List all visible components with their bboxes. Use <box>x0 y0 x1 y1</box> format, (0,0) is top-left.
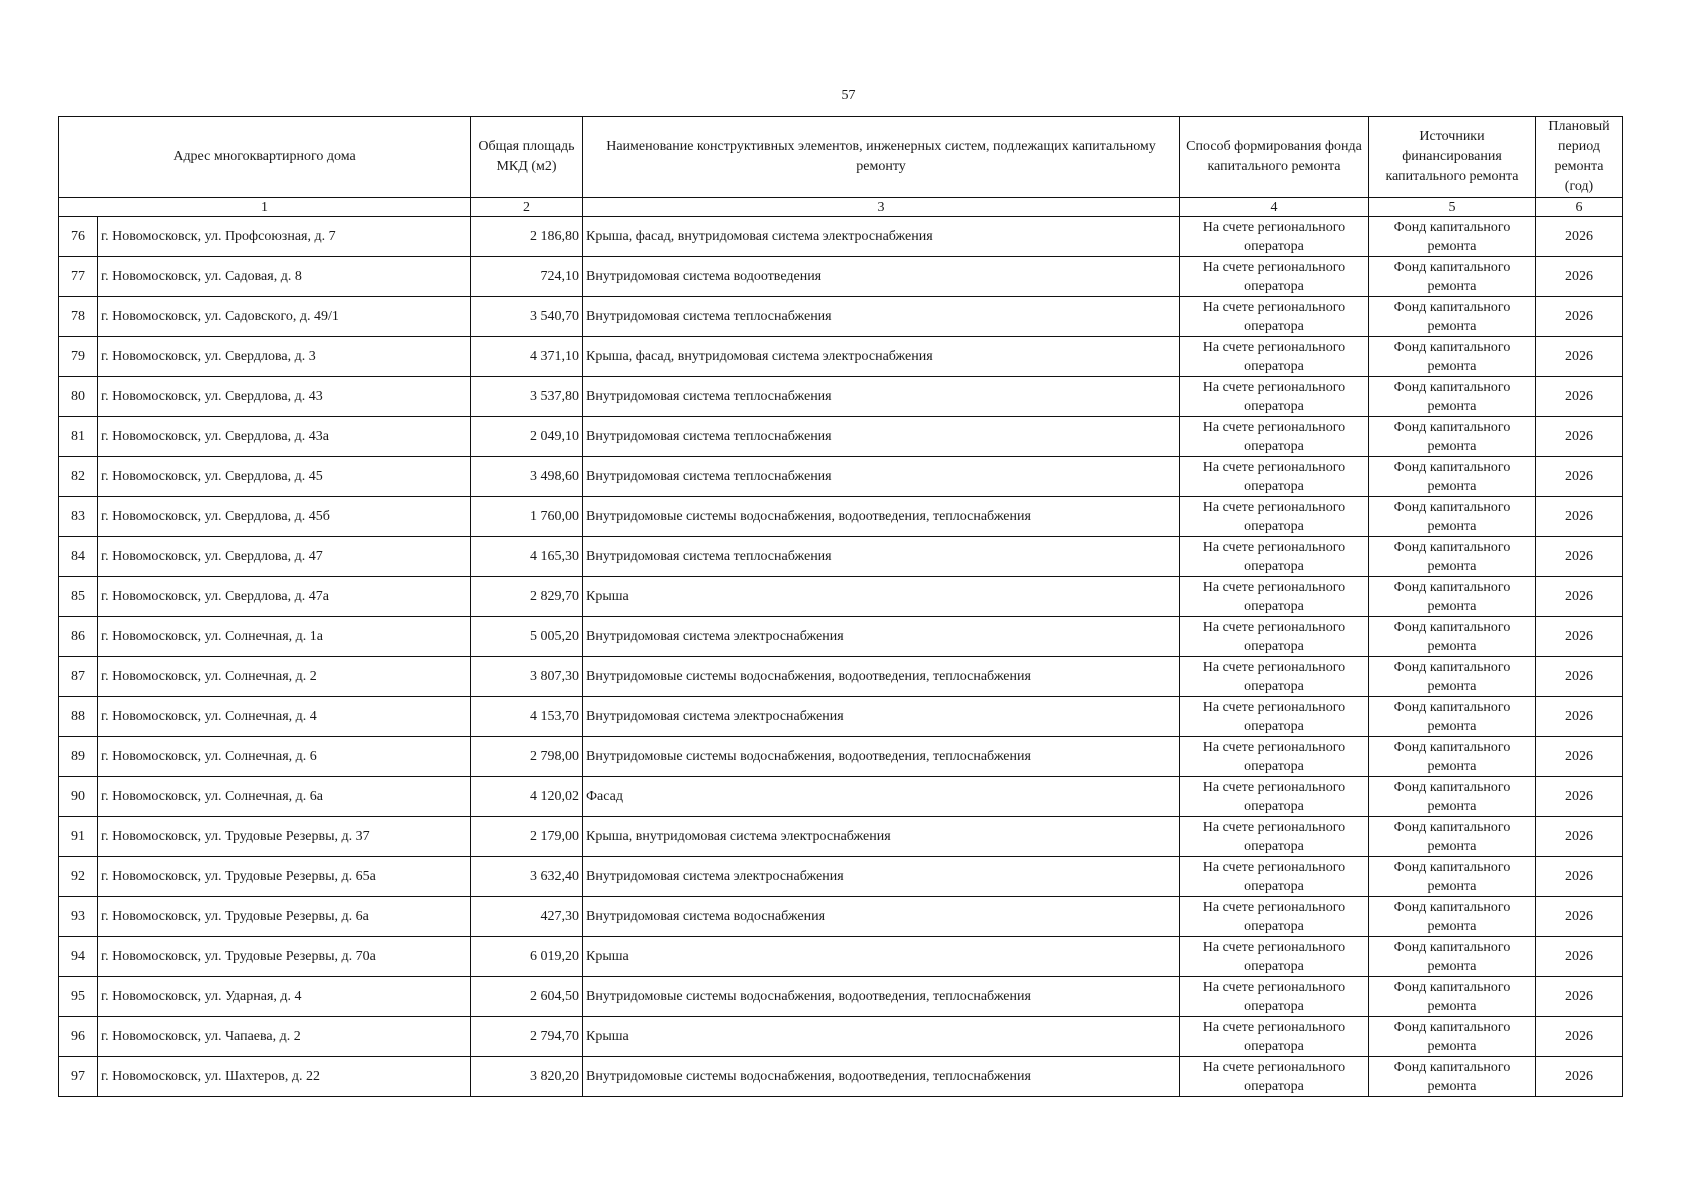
address-cell: г. Новомосковск, ул. Садовая, д. 8 <box>98 257 471 297</box>
elements-cell: Фасад <box>583 777 1180 817</box>
method-cell: На счете регионального оператора <box>1180 457 1369 497</box>
year-cell: 2026 <box>1536 937 1623 977</box>
elements-cell: Внутридомовая система водоснабжения <box>583 897 1180 937</box>
address-cell: г. Новомосковск, ул. Солнечная, д. 1а <box>98 617 471 657</box>
elements-cell: Внутридомовая система электроснабжения <box>583 697 1180 737</box>
elements-cell: Внутридомовая система теплоснабжения <box>583 377 1180 417</box>
area-cell: 3 540,70 <box>471 297 583 337</box>
year-cell: 2026 <box>1536 897 1623 937</box>
address-cell: г. Новомосковск, ул. Солнечная, д. 6 <box>98 737 471 777</box>
area-cell: 3 807,30 <box>471 657 583 697</box>
column-number-4: 4 <box>1180 198 1369 217</box>
column-number-1: 1 <box>59 198 471 217</box>
table-row <box>59 617 1623 657</box>
header-address: Адрес многоквартирного дома <box>59 117 471 198</box>
table-row <box>59 777 1623 817</box>
table-row <box>59 537 1623 577</box>
source-cell: Фонд капитального ремонта <box>1369 577 1536 617</box>
address-cell: г. Новомосковск, ул. Трудовые Резервы, д. 37 <box>98 817 471 857</box>
method-cell: На счете регионального оператора <box>1180 817 1369 857</box>
address-cell: г. Новомосковск, ул. Свердлова, д. 43а <box>98 417 471 457</box>
source-cell: Фонд капитального ремонта <box>1369 897 1536 937</box>
header-area: Общая площадь МКД (м2) <box>471 117 583 198</box>
method-cell: На счете регионального оператора <box>1180 977 1369 1017</box>
table-row <box>59 897 1623 937</box>
year-cell: 2026 <box>1536 457 1623 497</box>
source-cell: Фонд капитального ремонта <box>1369 977 1536 1017</box>
row-number: 91 <box>59 817 98 857</box>
source-cell: Фонд капитального ремонта <box>1369 817 1536 857</box>
method-cell: На счете регионального оператора <box>1180 617 1369 657</box>
elements-cell: Крыша <box>583 937 1180 977</box>
header-period: Плановый период ремонта (год) <box>1536 117 1623 198</box>
source-cell: Фонд капитального ремонта <box>1369 657 1536 697</box>
year-cell: 2026 <box>1536 857 1623 897</box>
row-number: 85 <box>59 577 98 617</box>
elements-cell: Внутридомовая система теплоснабжения <box>583 457 1180 497</box>
column-number-5: 5 <box>1369 198 1536 217</box>
year-cell: 2026 <box>1536 817 1623 857</box>
area-cell: 3 632,40 <box>471 857 583 897</box>
elements-cell: Крыша, фасад, внутридомовая система электроснабжения <box>583 217 1180 257</box>
area-cell: 4 120,02 <box>471 777 583 817</box>
elements-cell: Внутридомовая система теплоснабжения <box>583 417 1180 457</box>
row-number: 84 <box>59 537 98 577</box>
address-cell: г. Новомосковск, ул. Профсоюзная, д. 7 <box>98 217 471 257</box>
row-number: 83 <box>59 497 98 537</box>
area-cell: 3 537,80 <box>471 377 583 417</box>
address-cell: г. Новомосковск, ул. Солнечная, д. 2 <box>98 657 471 697</box>
elements-cell: Внутридомовая система электроснабжения <box>583 617 1180 657</box>
elements-cell: Внутридомовая система водоотведения <box>583 257 1180 297</box>
header-sources: Источники финансирования капитального ремонта <box>1369 117 1536 198</box>
row-number: 81 <box>59 417 98 457</box>
address-cell: г. Новомосковск, ул. Трудовые Резервы, д. 70а <box>98 937 471 977</box>
source-cell: Фонд капитального ремонта <box>1369 297 1536 337</box>
source-cell: Фонд капитального ремонта <box>1369 857 1536 897</box>
address-cell: г. Новомосковск, ул. Трудовые Резервы, д. 65а <box>98 857 471 897</box>
source-cell: Фонд капитального ремонта <box>1369 777 1536 817</box>
area-cell: 2 604,50 <box>471 977 583 1017</box>
area-cell: 3 820,20 <box>471 1057 583 1097</box>
address-cell: г. Новомосковск, ул. Солнечная, д. 6а <box>98 777 471 817</box>
elements-cell: Внутридомовые системы водоснабжения, водоотведения, теплоснабжения <box>583 977 1180 1017</box>
year-cell: 2026 <box>1536 417 1623 457</box>
method-cell: На счете регионального оператора <box>1180 937 1369 977</box>
year-cell: 2026 <box>1536 337 1623 377</box>
table-row <box>59 457 1623 497</box>
source-cell: Фонд капитального ремонта <box>1369 377 1536 417</box>
table-row <box>59 217 1623 257</box>
table-row <box>59 497 1623 537</box>
table-row <box>59 257 1623 297</box>
year-cell: 2026 <box>1536 377 1623 417</box>
area-cell: 3 498,60 <box>471 457 583 497</box>
year-cell: 2026 <box>1536 217 1623 257</box>
elements-cell: Внутридомовые системы водоснабжения, водоотведения, теплоснабжения <box>583 497 1180 537</box>
address-cell: г. Новомосковск, ул. Свердлова, д. 43 <box>98 377 471 417</box>
source-cell: Фонд капитального ремонта <box>1369 537 1536 577</box>
year-cell: 2026 <box>1536 577 1623 617</box>
address-cell: г. Новомосковск, ул. Чапаева, д. 2 <box>98 1017 471 1057</box>
area-cell: 1 760,00 <box>471 497 583 537</box>
source-cell: Фонд капитального ремонта <box>1369 1017 1536 1057</box>
column-number-3: 3 <box>583 198 1180 217</box>
area-cell: 2 049,10 <box>471 417 583 457</box>
source-cell: Фонд капитального ремонта <box>1369 737 1536 777</box>
row-number: 86 <box>59 617 98 657</box>
area-cell: 2 798,00 <box>471 737 583 777</box>
address-cell: г. Новомосковск, ул. Свердлова, д. 47 <box>98 537 471 577</box>
row-number: 97 <box>59 1057 98 1097</box>
year-cell: 2026 <box>1536 1057 1623 1097</box>
address-cell: г. Новомосковск, ул. Трудовые Резервы, д. 6а <box>98 897 471 937</box>
row-number: 76 <box>59 217 98 257</box>
row-number: 82 <box>59 457 98 497</box>
elements-cell: Крыша, фасад, внутридомовая система электроснабжения <box>583 337 1180 377</box>
row-number: 92 <box>59 857 98 897</box>
address-cell: г. Новомосковск, ул. Свердлова, д. 3 <box>98 337 471 377</box>
column-number-2: 2 <box>471 198 583 217</box>
elements-cell: Внутридомовая система электроснабжения <box>583 857 1180 897</box>
area-cell: 4 371,10 <box>471 337 583 377</box>
area-cell: 724,10 <box>471 257 583 297</box>
row-number: 88 <box>59 697 98 737</box>
area-cell: 4 153,70 <box>471 697 583 737</box>
source-cell: Фонд капитального ремонта <box>1369 617 1536 657</box>
table-row <box>59 377 1623 417</box>
method-cell: На счете регионального оператора <box>1180 337 1369 377</box>
row-number: 94 <box>59 937 98 977</box>
table-row <box>59 1017 1623 1057</box>
elements-cell: Внутридомовая система теплоснабжения <box>583 297 1180 337</box>
row-number: 89 <box>59 737 98 777</box>
address-cell: г. Новомосковск, ул. Шахтеров, д. 22 <box>98 1057 471 1097</box>
year-cell: 2026 <box>1536 777 1623 817</box>
table-row <box>59 577 1623 617</box>
year-cell: 2026 <box>1536 737 1623 777</box>
year-cell: 2026 <box>1536 1017 1623 1057</box>
table-row <box>59 937 1623 977</box>
address-cell: г. Новомосковск, ул. Садовского, д. 49/1 <box>98 297 471 337</box>
year-cell: 2026 <box>1536 977 1623 1017</box>
row-number: 78 <box>59 297 98 337</box>
source-cell: Фонд капитального ремонта <box>1369 417 1536 457</box>
elements-cell: Внутридомовые системы водоснабжения, водоотведения, теплоснабжения <box>583 737 1180 777</box>
source-cell: Фонд капитального ремонта <box>1369 217 1536 257</box>
method-cell: На счете регионального оператора <box>1180 857 1369 897</box>
method-cell: На счете регионального оператора <box>1180 417 1369 457</box>
source-cell: Фонд капитального ремонта <box>1369 697 1536 737</box>
address-cell: г. Новомосковск, ул. Ударная, д. 4 <box>98 977 471 1017</box>
year-cell: 2026 <box>1536 537 1623 577</box>
area-cell: 2 794,70 <box>471 1017 583 1057</box>
table-row <box>59 1057 1623 1097</box>
source-cell: Фонд капитального ремонта <box>1369 457 1536 497</box>
table-body <box>59 217 1623 1097</box>
column-number-6: 6 <box>1536 198 1623 217</box>
method-cell: На счете регионального оператора <box>1180 377 1369 417</box>
address-cell: г. Новомосковск, ул. Свердлова, д. 45б <box>98 497 471 537</box>
row-number: 77 <box>59 257 98 297</box>
year-cell: 2026 <box>1536 697 1623 737</box>
year-cell: 2026 <box>1536 257 1623 297</box>
page-number: 57 <box>841 88 856 103</box>
repair-plan-table <box>58 116 1623 1097</box>
address-cell: г. Новомосковск, ул. Свердлова, д. 45 <box>98 457 471 497</box>
elements-cell: Крыша <box>583 1017 1180 1057</box>
row-number: 93 <box>59 897 98 937</box>
year-cell: 2026 <box>1536 497 1623 537</box>
area-cell: 427,30 <box>471 897 583 937</box>
row-number: 87 <box>59 657 98 697</box>
area-cell: 6 019,20 <box>471 937 583 977</box>
method-cell: На счете регионального оператора <box>1180 897 1369 937</box>
table-row <box>59 857 1623 897</box>
row-number: 79 <box>59 337 98 377</box>
row-number: 80 <box>59 377 98 417</box>
method-cell: На счете регионального оператора <box>1180 217 1369 257</box>
method-cell: На счете регионального оператора <box>1180 1017 1369 1057</box>
method-cell: На счете регионального оператора <box>1180 657 1369 697</box>
area-cell: 2 186,80 <box>471 217 583 257</box>
address-cell: г. Новомосковск, ул. Свердлова, д. 47а <box>98 577 471 617</box>
source-cell: Фонд капитального ремонта <box>1369 337 1536 377</box>
method-cell: На счете регионального оператора <box>1180 257 1369 297</box>
method-cell: На счете регионального оператора <box>1180 1057 1369 1097</box>
elements-cell: Внутридомовые системы водоснабжения, водоотведения, теплоснабжения <box>583 1057 1180 1097</box>
table-row <box>59 657 1623 697</box>
area-cell: 2 179,00 <box>471 817 583 857</box>
source-cell: Фонд капитального ремонта <box>1369 257 1536 297</box>
year-cell: 2026 <box>1536 617 1623 657</box>
table-row <box>59 417 1623 457</box>
method-cell: На счете регионального оператора <box>1180 697 1369 737</box>
area-cell: 5 005,20 <box>471 617 583 657</box>
source-cell: Фонд капитального ремонта <box>1369 937 1536 977</box>
row-number: 95 <box>59 977 98 1017</box>
address-cell: г. Новомосковск, ул. Солнечная, д. 4 <box>98 697 471 737</box>
source-cell: Фонд капитального ремонта <box>1369 1057 1536 1097</box>
area-cell: 4 165,30 <box>471 537 583 577</box>
source-cell: Фонд капитального ремонта <box>1369 497 1536 537</box>
method-cell: На счете регионального оператора <box>1180 537 1369 577</box>
elements-cell: Внутридомовая система теплоснабжения <box>583 537 1180 577</box>
year-cell: 2026 <box>1536 297 1623 337</box>
row-number: 96 <box>59 1017 98 1057</box>
method-cell: На счете регионального оператора <box>1180 577 1369 617</box>
year-cell: 2026 <box>1536 657 1623 697</box>
table-row <box>59 977 1623 1017</box>
header-elements: Наименование конструктивных элементов, инженерных систем, подлежащих капитальному ремонту <box>583 117 1180 198</box>
table-row <box>59 817 1623 857</box>
table-row <box>59 737 1623 777</box>
row-number: 90 <box>59 777 98 817</box>
header-method: Способ формирования фонда капитального ремонта <box>1180 117 1369 198</box>
area-cell: 2 829,70 <box>471 577 583 617</box>
table-row <box>59 297 1623 337</box>
method-cell: На счете регионального оператора <box>1180 777 1369 817</box>
table-row <box>59 337 1623 377</box>
elements-cell: Внутридомовые системы водоснабжения, водоотведения, теплоснабжения <box>583 657 1180 697</box>
elements-cell: Крыша <box>583 577 1180 617</box>
method-cell: На счете регионального оператора <box>1180 737 1369 777</box>
elements-cell: Крыша, внутридомовая система электроснабжения <box>583 817 1180 857</box>
table-row <box>59 697 1623 737</box>
method-cell: На счете регионального оператора <box>1180 497 1369 537</box>
method-cell: На счете регионального оператора <box>1180 297 1369 337</box>
